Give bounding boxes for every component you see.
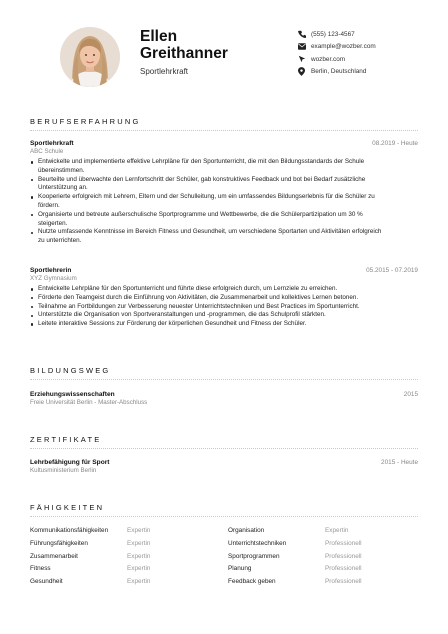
skills-column-left [30,527,220,591]
section-title-education: BILDUNGSWEG [30,366,111,375]
skill-item: Feedback geben Professionell [228,578,362,586]
skill-item: Planung Professionell [228,565,362,573]
entry-date: 2015 [403,391,418,398]
entry-role: Sportlehrerin [30,267,72,274]
entry-bullets [30,158,418,246]
skill-item: Unterrichtstechniken Professionell [228,539,362,547]
phone-text: (555) 123-4567 [311,30,355,38]
bullet-item: Förderte den Teamgeist durch die Einführung von Aktivitäten, die Zusammenarbeit und kollektives Lernen betonen. [30,294,418,303]
bullet-item: Entwickelte und implementierte effektive Lehrpläne für den Sportunterricht, die mit den Bildungsstandards der Schule übereinstimmen. [30,158,418,176]
portrait-photo [60,27,120,87]
education-entry [30,391,418,406]
bullet-item: Beurteilte und überwachte den Lernfortschritt der Schüler, gab konstruktives Feedback und bot bei Bedarf zusätzliche Unterstützung an. [30,176,418,194]
bullet-item: Organisierte und betreute außerschulische Sportprogramme und Wettbewerbe, die die Schülerpartizipation um 30 % steigerten. [30,211,418,229]
section-title-experience: BERUFSERFAHRUNG [30,117,141,126]
entry-date: 08.2019 - Heute [372,140,418,147]
bullet-item: Entwickelte Lehrpläne für den Sportunterricht und führte diese erfolgreich durch, um Lernziele zu erreichen. [30,285,418,294]
location-text: Berlin, Deutschland [311,68,367,76]
entry-bullets [30,285,418,329]
link-icon [297,55,306,64]
section-title-skills: FÄHIGKEITEN [30,503,105,512]
section-title-certificates: ZERTIFIKATE [30,435,102,444]
resume-header [30,0,418,112]
entry-degree: Erziehungswissenschaften [30,391,115,398]
entry-role: Sportlehrkraft [30,140,74,147]
bullet-item: Unterstützte die Organisation von Sportveranstaltungen und -programmen, die das Schulprofil stärkten. [30,311,418,320]
section-divider [30,130,418,131]
phone-icon [297,30,306,39]
skill-item: Gesundheit Expertin [30,578,151,586]
contact-phone [297,28,376,41]
location-icon [297,67,306,76]
mail-icon [297,42,306,51]
website-text: wozber.com [311,55,346,63]
skill-item: Sportprogrammen Professionell [228,552,362,560]
entry-date: 2015 - Heute [381,459,418,466]
contact-website [297,53,376,66]
skill-item: Organisation Expertin [228,527,349,534]
candidate-name [140,28,228,62]
entry-date: 05.2015 - 07.2019 [366,267,418,274]
section-divider [30,448,418,449]
section-divider [30,516,418,517]
bullet-item: Nutzte umfassende Kenntnisse im Bereich Fitness und Gesundheit, um verschiedene Sportarten und Aktivitäten erfolgreich zu unterrichten. [30,228,418,246]
experience-entry [30,267,418,329]
skill-item: Zusammenarbeit Expertin [30,552,151,560]
bullet-item: Teilnahme an Fortbildungen zur Verbesserung neuester Unterrichtstechniken und Best Practices im Sportunterricht. [30,303,418,312]
entry-organization: XYZ Gymnasium [30,275,77,282]
contact-email [297,41,376,54]
skill-item: Fitness Expertin [30,565,151,573]
skills-column-right [228,527,418,591]
entry-organization: Kultusministerium Berlin [30,467,97,474]
bullet-item: Leitete interaktive Sessions zur Förderung der körperlichen Gesundheit und Fitness der Schüler. [30,320,418,329]
entry-certificate: Lehrbefähigung für Sport [30,459,110,466]
experience-entry [30,140,418,246]
contact-location [297,66,376,79]
skill-item: Führungsfähigkeiten Expertin [30,539,151,547]
section-divider [30,379,418,380]
first-name: Ellen [140,28,178,45]
avatar [60,27,120,87]
job-title: Sportlehrkraft [140,67,189,76]
bullet-item: Kooperierte erfolgreich mit Lehrern, Eltern und der Schulleitung, um ein umfassendes Bildungserlebnis für die Schüler zu fördern. [30,193,418,211]
entry-organization: ABC Schule [30,148,64,155]
last-name: Greithanner [140,45,228,62]
entry-organization: Freie Universität Berlin - Master-Abschluss [30,399,148,406]
contact-list [297,28,376,78]
email-text: example@wozber.com [311,43,376,51]
skill-item: Kommunikationsfähigkeiten Expertin [30,527,151,534]
certificate-entry [30,459,418,474]
